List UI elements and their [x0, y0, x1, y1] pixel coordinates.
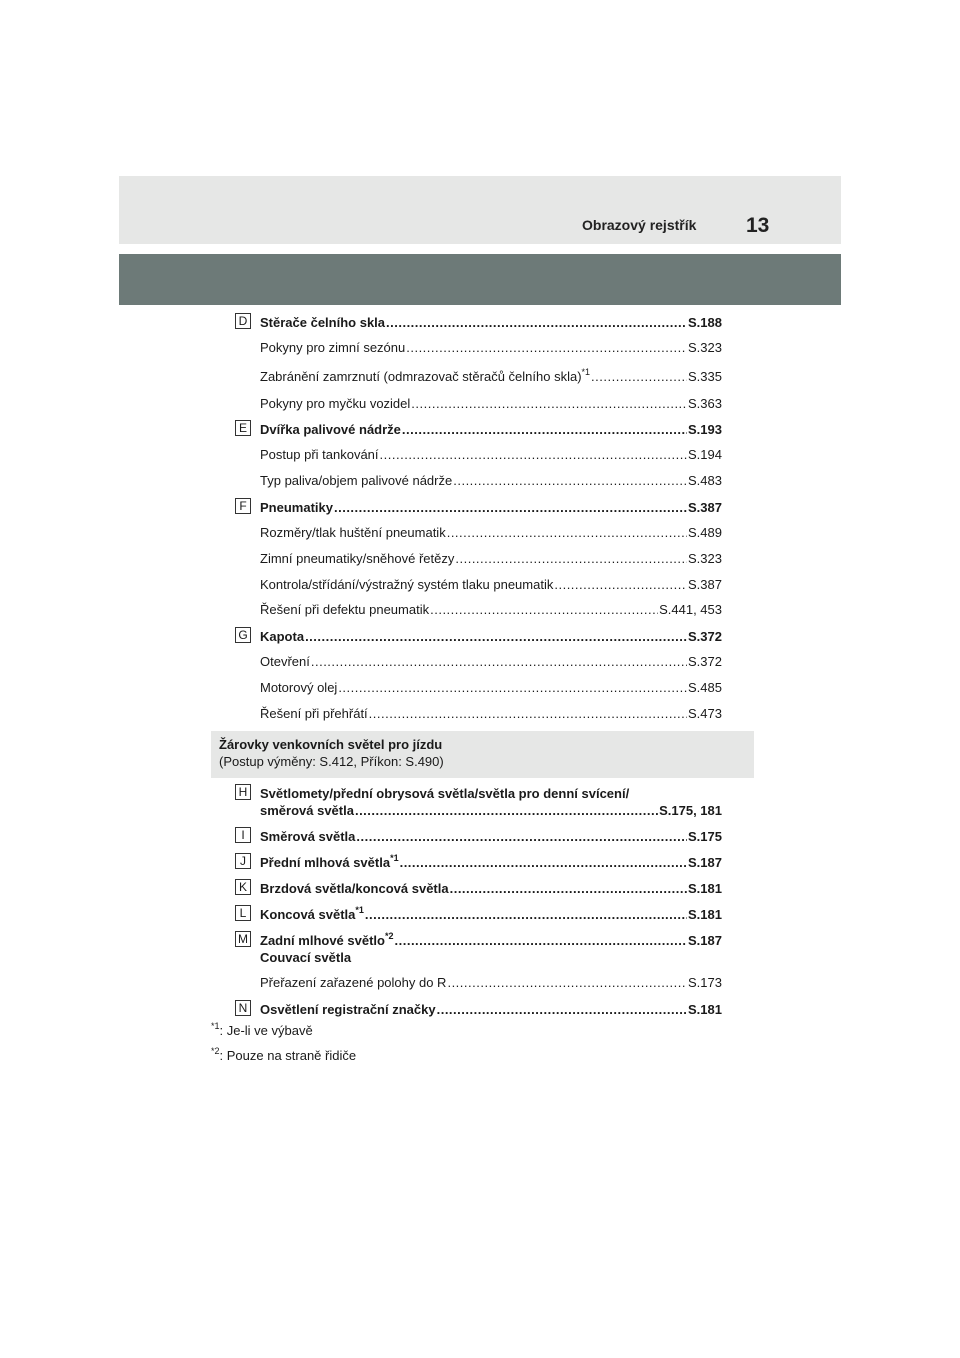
callout-label-i: I: [235, 827, 251, 843]
leader-dots: [311, 653, 687, 671]
index-subentry[interactable]: [260, 524, 722, 542]
callout-label-h: H: [235, 784, 251, 800]
index-entry-wipers[interactable]: [260, 314, 722, 332]
index-entry-hood[interactable]: [260, 628, 722, 646]
leader-dots: [406, 339, 687, 357]
leader-dots: [447, 524, 687, 542]
footnote-1: [211, 1022, 313, 1040]
page-ref[interactable]: S.363: [688, 396, 722, 411]
callout-label-n: N: [235, 1000, 251, 1016]
entry-text: Motorový olej: [260, 680, 338, 695]
entry-text: Kapota: [260, 629, 305, 644]
entry-text: Dvířka palivové nádrže: [260, 422, 401, 437]
leader-dots: [402, 421, 687, 439]
leader-dots: [365, 906, 687, 924]
entry-text: Osvětlení registrační značky: [260, 1002, 436, 1017]
page-ref[interactable]: S.372: [688, 629, 722, 644]
callout-label-d: D: [235, 313, 251, 329]
entry-text-main: Koncová světla: [260, 907, 356, 922]
footnote-mark: *1: [355, 904, 364, 915]
footnote-mark: *1: [581, 366, 591, 377]
footnote-mark: *2: [211, 1045, 220, 1056]
leader-dots: [455, 550, 687, 568]
index-entry-rear-fog-light[interactable]: [260, 932, 722, 950]
page-ref[interactable]: S.323: [688, 340, 722, 355]
index-entry-fuel-door[interactable]: [260, 421, 722, 439]
page-ref[interactable]: S.483: [688, 473, 722, 488]
entry-text-main: Zadní mlhové světlo: [260, 933, 385, 948]
callout-label-l: L: [235, 905, 251, 921]
entry-text: Pneumatiky: [260, 500, 333, 515]
leader-dots: [400, 854, 687, 872]
page-ref[interactable]: S.372: [688, 654, 722, 669]
entry-text: Řešení při defektu pneumatik: [260, 602, 430, 617]
index-subentry[interactable]: [260, 395, 722, 413]
leader-dots: [437, 1001, 687, 1019]
leader-dots: [356, 828, 687, 846]
index-entry-license-plate-light[interactable]: [260, 1001, 722, 1019]
index-subentry[interactable]: [260, 601, 722, 619]
page-ref[interactable]: S.181: [688, 907, 722, 922]
leader-dots: [395, 932, 688, 950]
callout-label-e: E: [235, 420, 251, 436]
leader-dots: [380, 446, 687, 464]
panel-title: Žárovky venkovních světel pro jízdu: [219, 737, 443, 752]
index-subentry[interactable]: [260, 446, 722, 464]
callout-label-m: M: [235, 931, 251, 947]
leader-dots: [355, 802, 658, 820]
leader-dots: [450, 880, 687, 898]
page-ref[interactable]: S.387: [688, 500, 722, 515]
page-ref[interactable]: S.485: [688, 680, 722, 695]
page-ref[interactable]: S.193: [688, 422, 722, 437]
entry-text: [260, 368, 590, 386]
page-ref[interactable]: S.175: [688, 829, 722, 844]
entry-text-main: Přední mlhová světla: [260, 855, 391, 870]
page-ref[interactable]: S.181: [688, 881, 722, 896]
header-band: [119, 254, 841, 305]
footnote-2: [211, 1047, 356, 1065]
entry-text: Otevření: [260, 654, 310, 669]
page-ref[interactable]: S.473: [688, 706, 722, 721]
page-ref[interactable]: S.441, 453: [659, 602, 722, 617]
index-subentry[interactable]: [260, 576, 722, 594]
entry-text: Směrová světla: [260, 829, 356, 844]
panel-subtitle: (Postup výměny: S.412, Příkon: S.490): [219, 754, 444, 769]
page-ref[interactable]: S.175, 181: [659, 803, 722, 818]
callout-label-k: K: [235, 879, 251, 895]
page-ref[interactable]: S.173: [688, 975, 722, 990]
entry-text: Brzdová světla/koncová světla: [260, 881, 449, 896]
index-subentry[interactable]: [260, 472, 722, 490]
index-subentry[interactable]: [260, 705, 722, 723]
index-subentry[interactable]: [260, 974, 722, 992]
footnote-mark: *1: [390, 852, 399, 863]
leader-dots: [369, 705, 687, 723]
entry-text: Kontrola/střídání/výstražný systém tlaku pneumatik: [260, 577, 554, 592]
page-ref[interactable]: S.194: [688, 447, 722, 462]
index-subentry[interactable]: [260, 653, 722, 671]
entry-text: Typ paliva/objem palivové nádrže: [260, 473, 453, 488]
entry-text: Rozměry/tlak huštění pneumatik: [260, 525, 446, 540]
exterior-bulbs-panel: [211, 731, 754, 778]
entry-text: Pokyny pro myčku vozidel: [260, 396, 411, 411]
index-entry-brake-lights[interactable]: [260, 880, 722, 898]
page-ref[interactable]: S.489: [688, 525, 722, 540]
header-bar: [119, 176, 841, 244]
page-ref[interactable]: S.335: [688, 369, 722, 384]
leader-dots: [554, 576, 687, 594]
page-ref[interactable]: S.187: [688, 933, 722, 948]
entry-text: [260, 932, 394, 950]
index-entry-turn-signals[interactable]: [260, 828, 722, 846]
leader-dots: [453, 472, 687, 490]
entry-text: Postup při tankování: [260, 447, 379, 462]
entry-text: směrová světla: [260, 803, 354, 818]
leader-dots: [305, 628, 687, 646]
leader-dots: [334, 499, 687, 517]
leader-dots: [591, 368, 687, 386]
leader-dots: [430, 601, 658, 619]
callout-label-g: G: [235, 627, 251, 643]
entry-text-main: Zabránění zamrznutí (odmrazovač stěračů čelního skla): [260, 369, 582, 384]
footnote-text: : Pouze na straně řidiče: [219, 1048, 357, 1063]
entry-text: Zimní pneumatiky/sněhové řetězy: [260, 551, 455, 566]
index-subentry[interactable]: [260, 368, 722, 386]
index-subentry[interactable]: [260, 550, 722, 568]
page-ref[interactable]: S.181: [688, 1002, 722, 1017]
index-subentry[interactable]: [260, 339, 722, 357]
page-ref[interactable]: S.187: [688, 855, 722, 870]
footnote-text: : Je-li ve výbavě: [219, 1023, 313, 1038]
page-ref[interactable]: S.323: [688, 551, 722, 566]
index-entry-headlights-line1: Světlomety/přední obrysová světla/světla pro denní svícení/: [260, 786, 630, 801]
index-entry-reverse-lights: Couvací světla: [260, 950, 352, 965]
entry-text: Řešení při přehřátí: [260, 706, 368, 721]
index-entry-headlights[interactable]: [260, 802, 722, 820]
leader-dots: [338, 679, 687, 697]
leader-dots: [447, 974, 687, 992]
leader-dots: [411, 395, 687, 413]
entry-text: [260, 854, 399, 872]
page-number: 13: [746, 214, 770, 237]
chapter-title: Obrazový rejstřík: [582, 217, 697, 233]
entry-text: [260, 906, 364, 924]
entry-text: Pokyny pro zimní sezónu: [260, 340, 406, 355]
page-ref[interactable]: S.188: [688, 315, 722, 330]
callout-label-f: F: [235, 498, 251, 514]
leader-dots: [386, 314, 687, 332]
entry-text: Stěrače čelního skla: [260, 315, 386, 330]
page-ref[interactable]: S.387: [688, 577, 722, 592]
index-entry-tires[interactable]: [260, 499, 722, 517]
index-entry-tail-lights[interactable]: [260, 906, 722, 924]
footnote-mark: *1: [211, 1020, 220, 1031]
callout-label-j: J: [235, 853, 251, 869]
index-entry-front-fog-lights[interactable]: [260, 854, 722, 872]
index-subentry[interactable]: [260, 679, 722, 697]
footnote-mark: *2: [384, 930, 394, 941]
entry-text: Přeřazení zařazené polohy do R: [260, 975, 447, 990]
